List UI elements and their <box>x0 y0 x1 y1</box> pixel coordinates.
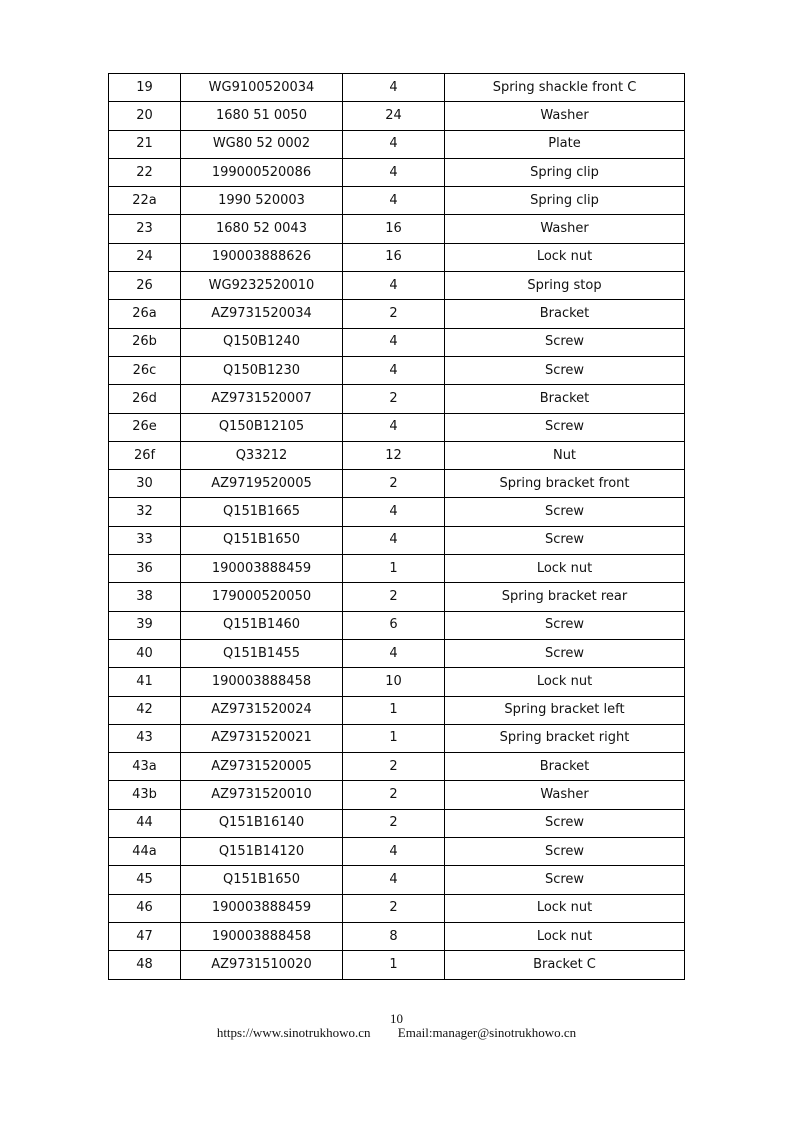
table-row <box>109 300 685 328</box>
part-number-cell: AZ9731520034 <box>181 300 343 328</box>
quantity-cell: 2 <box>343 470 445 498</box>
table-row <box>109 583 685 611</box>
quantity-cell: 2 <box>343 300 445 328</box>
item-number-cell: 43 <box>109 724 181 752</box>
part-number-cell: AZ9731520024 <box>181 696 343 724</box>
item-number-cell: 44 <box>109 809 181 837</box>
part-number-cell: Q151B14120 <box>181 838 343 866</box>
part-number-cell: AZ9731520010 <box>181 781 343 809</box>
table-row <box>109 809 685 837</box>
quantity-cell: 1 <box>343 555 445 583</box>
table-row <box>109 866 685 894</box>
quantity-cell: 2 <box>343 894 445 922</box>
quantity-cell: 4 <box>343 866 445 894</box>
quantity-cell: 1 <box>343 951 445 979</box>
part-number-cell: AZ9731510020 <box>181 951 343 979</box>
description-cell: Bracket <box>445 300 685 328</box>
quantity-cell: 2 <box>343 781 445 809</box>
item-number-cell: 32 <box>109 498 181 526</box>
table-row <box>109 922 685 950</box>
part-number-cell: WG9100520034 <box>181 74 343 102</box>
part-number-cell: Q151B1665 <box>181 498 343 526</box>
description-cell: Spring clip <box>445 187 685 215</box>
part-number-cell: 1680 51 0050 <box>181 102 343 130</box>
footer-contact <box>0 1025 793 1041</box>
table-row <box>109 639 685 667</box>
description-cell: Screw <box>445 866 685 894</box>
table-row <box>109 272 685 300</box>
part-number-cell: Q150B12105 <box>181 413 343 441</box>
item-number-cell: 40 <box>109 639 181 667</box>
table-row <box>109 951 685 979</box>
part-number-cell: WG80 52 0002 <box>181 130 343 158</box>
quantity-cell: 4 <box>343 187 445 215</box>
part-number-cell: WG9232520010 <box>181 272 343 300</box>
table-row <box>109 498 685 526</box>
item-number-cell: 43b <box>109 781 181 809</box>
description-cell: Spring bracket right <box>445 724 685 752</box>
part-number-cell: 190003888459 <box>181 894 343 922</box>
table-row <box>109 243 685 271</box>
email-link[interactable]: Email:manager@sinotrukhowo.cn <box>397 1025 577 1040</box>
item-number-cell: 43a <box>109 753 181 781</box>
quantity-cell: 24 <box>343 102 445 130</box>
quantity-cell: 12 <box>343 441 445 469</box>
part-number-cell: AZ9731520007 <box>181 385 343 413</box>
item-number-cell: 41 <box>109 668 181 696</box>
description-cell: Screw <box>445 413 685 441</box>
description-cell: Washer <box>445 781 685 809</box>
description-cell: Lock nut <box>445 668 685 696</box>
quantity-cell: 1 <box>343 696 445 724</box>
table-row <box>109 894 685 922</box>
table-row <box>109 158 685 186</box>
table-row <box>109 781 685 809</box>
item-number-cell: 48 <box>109 951 181 979</box>
item-number-cell: 33 <box>109 526 181 554</box>
item-number-cell: 22 <box>109 158 181 186</box>
part-number-cell: Q151B16140 <box>181 809 343 837</box>
part-number-cell: Q151B1650 <box>181 526 343 554</box>
description-cell: Lock nut <box>445 243 685 271</box>
part-number-cell: Q151B1460 <box>181 611 343 639</box>
table-row <box>109 668 685 696</box>
item-number-cell: 26f <box>109 441 181 469</box>
table-row <box>109 696 685 724</box>
quantity-cell: 16 <box>343 215 445 243</box>
description-cell: Lock nut <box>445 922 685 950</box>
item-number-cell: 45 <box>109 866 181 894</box>
description-cell: Bracket C <box>445 951 685 979</box>
part-number-cell: AZ9731520021 <box>181 724 343 752</box>
item-number-cell: 38 <box>109 583 181 611</box>
item-number-cell: 19 <box>109 74 181 102</box>
item-number-cell: 20 <box>109 102 181 130</box>
item-number-cell: 47 <box>109 922 181 950</box>
quantity-cell: 2 <box>343 583 445 611</box>
quantity-cell: 4 <box>343 639 445 667</box>
item-number-cell: 26b <box>109 328 181 356</box>
quantity-cell: 10 <box>343 668 445 696</box>
table-row <box>109 385 685 413</box>
description-cell: Spring clip <box>445 158 685 186</box>
part-number-cell: 190003888459 <box>181 555 343 583</box>
part-number-cell: 1990 520003 <box>181 187 343 215</box>
quantity-cell: 4 <box>343 74 445 102</box>
description-cell: Lock nut <box>445 555 685 583</box>
quantity-cell: 4 <box>343 158 445 186</box>
description-cell: Screw <box>445 356 685 384</box>
part-number-cell: 190003888458 <box>181 668 343 696</box>
item-number-cell: 23 <box>109 215 181 243</box>
quantity-cell: 8 <box>343 922 445 950</box>
description-cell: Plate <box>445 130 685 158</box>
table-row <box>109 130 685 158</box>
item-number-cell: 26e <box>109 413 181 441</box>
description-cell: Washer <box>445 215 685 243</box>
table-row <box>109 356 685 384</box>
item-number-cell: 26a <box>109 300 181 328</box>
quantity-cell: 2 <box>343 753 445 781</box>
description-cell: Screw <box>445 809 685 837</box>
quantity-cell: 2 <box>343 385 445 413</box>
quantity-cell: 4 <box>343 498 445 526</box>
description-cell: Screw <box>445 639 685 667</box>
table-row <box>109 724 685 752</box>
part-number-cell: Q150B1240 <box>181 328 343 356</box>
website-link[interactable]: https://www.sinotrukhowo.cn <box>216 1025 371 1040</box>
description-cell: Screw <box>445 611 685 639</box>
part-number-cell: 190003888458 <box>181 922 343 950</box>
item-number-cell: 26c <box>109 356 181 384</box>
part-number-cell: 199000520086 <box>181 158 343 186</box>
description-cell: Screw <box>445 838 685 866</box>
quantity-cell: 1 <box>343 724 445 752</box>
table-row <box>109 838 685 866</box>
description-cell: Spring bracket front <box>445 470 685 498</box>
quantity-cell: 4 <box>343 130 445 158</box>
parts-table-body <box>109 74 685 980</box>
item-number-cell: 42 <box>109 696 181 724</box>
item-number-cell: 36 <box>109 555 181 583</box>
description-cell: Washer <box>445 102 685 130</box>
table-row <box>109 470 685 498</box>
item-number-cell: 26 <box>109 272 181 300</box>
table-row <box>109 555 685 583</box>
item-number-cell: 30 <box>109 470 181 498</box>
part-number-cell: AZ9719520005 <box>181 470 343 498</box>
quantity-cell: 4 <box>343 328 445 356</box>
part-number-cell: Q151B1650 <box>181 866 343 894</box>
quantity-cell: 16 <box>343 243 445 271</box>
item-number-cell: 22a <box>109 187 181 215</box>
item-number-cell: 24 <box>109 243 181 271</box>
table-row <box>109 413 685 441</box>
parts-table <box>108 73 685 980</box>
part-number-cell: 179000520050 <box>181 583 343 611</box>
item-number-cell: 46 <box>109 894 181 922</box>
item-number-cell: 26d <box>109 385 181 413</box>
quantity-cell: 6 <box>343 611 445 639</box>
table-row <box>109 611 685 639</box>
description-cell: Spring shackle front C <box>445 74 685 102</box>
part-number-cell: 190003888626 <box>181 243 343 271</box>
quantity-cell: 4 <box>343 272 445 300</box>
description-cell: Spring stop <box>445 272 685 300</box>
description-cell: Nut <box>445 441 685 469</box>
description-cell: Spring bracket left <box>445 696 685 724</box>
quantity-cell: 4 <box>343 356 445 384</box>
description-cell: Bracket <box>445 385 685 413</box>
quantity-cell: 4 <box>343 413 445 441</box>
part-number-cell: 1680 52 0043 <box>181 215 343 243</box>
page-number: 10 <box>390 1011 403 1026</box>
description-cell: Lock nut <box>445 894 685 922</box>
table-row <box>109 328 685 356</box>
part-number-cell: AZ9731520005 <box>181 753 343 781</box>
description-cell: Bracket <box>445 753 685 781</box>
table-row <box>109 753 685 781</box>
table-row <box>109 74 685 102</box>
part-number-cell: Q33212 <box>181 441 343 469</box>
item-number-cell: 21 <box>109 130 181 158</box>
quantity-cell: 4 <box>343 838 445 866</box>
quantity-cell: 4 <box>343 526 445 554</box>
table-row <box>109 526 685 554</box>
item-number-cell: 44a <box>109 838 181 866</box>
description-cell: Spring bracket rear <box>445 583 685 611</box>
description-cell: Screw <box>445 526 685 554</box>
table-row <box>109 102 685 130</box>
table-row <box>109 215 685 243</box>
quantity-cell: 2 <box>343 809 445 837</box>
table-row <box>109 187 685 215</box>
part-number-cell: Q151B1455 <box>181 639 343 667</box>
table-row <box>109 441 685 469</box>
description-cell: Screw <box>445 498 685 526</box>
item-number-cell: 39 <box>109 611 181 639</box>
description-cell: Screw <box>445 328 685 356</box>
part-number-cell: Q150B1230 <box>181 356 343 384</box>
